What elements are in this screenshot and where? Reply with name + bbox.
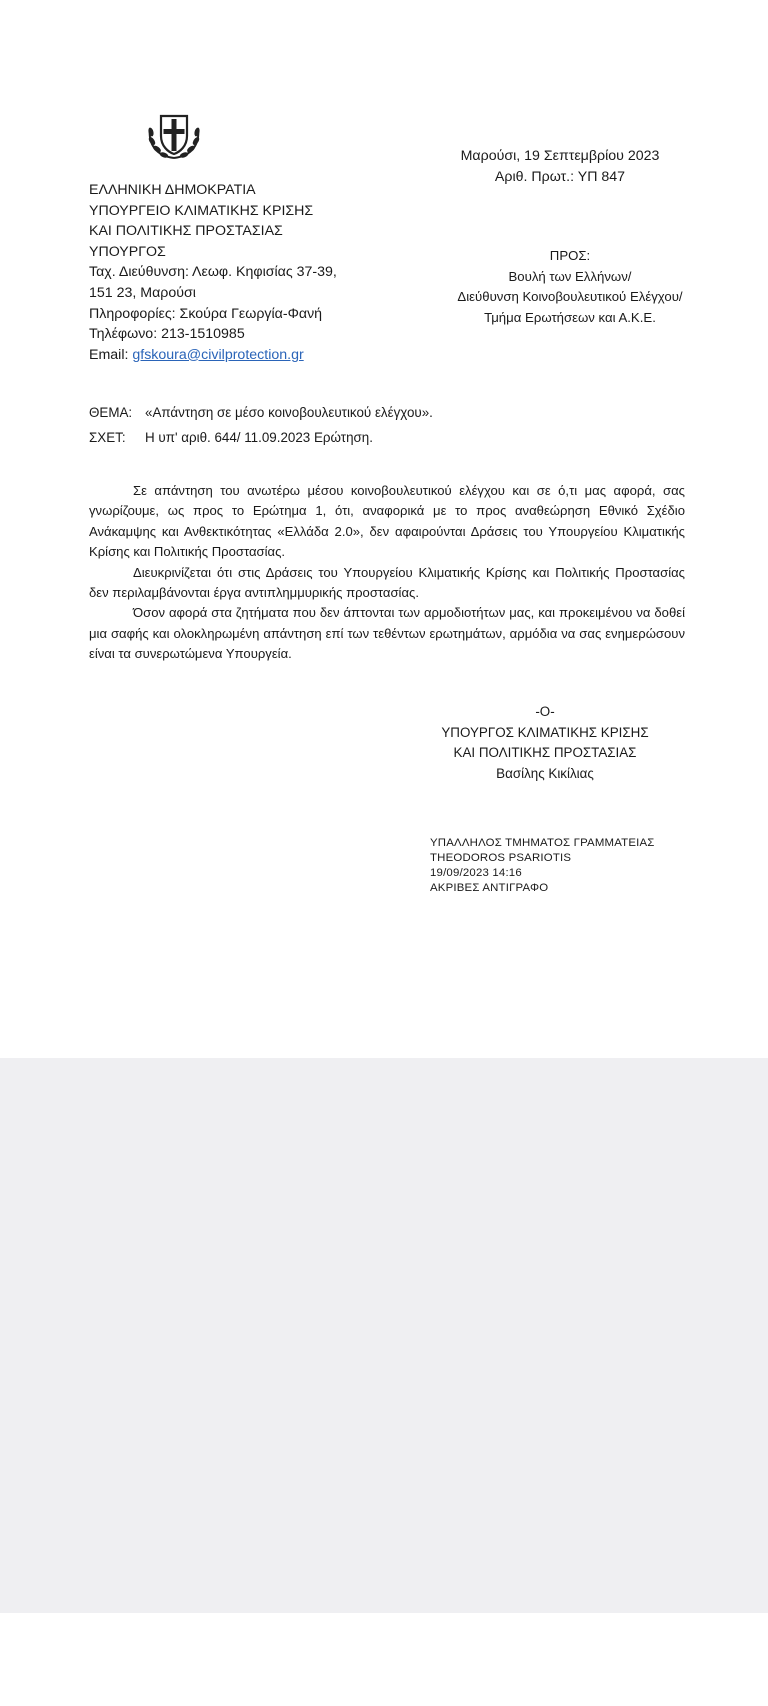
- sender-block: [89, 180, 337, 365]
- certification-line: 19/09/2023 14:16: [430, 867, 522, 879]
- bottom-margin: [0, 1613, 768, 1706]
- subject-text: «Απάντηση σε μέσο κοινοβουλευτικού ελέγχου».: [145, 405, 433, 420]
- reference-text: Η υπ' αριθ. 644/ 11.09.2023 Ερώτηση.: [145, 430, 373, 445]
- document-date: Μαρούσι, 19 Σεπτεμβρίου 2023: [460, 148, 660, 164]
- certification-block: [430, 836, 655, 896]
- email-line: [89, 345, 337, 366]
- sender-line: ΕΛΛΗΝΙΚΗ ΔΗΜΟΚΡΑΤΙΑ: [89, 182, 256, 198]
- sender-line: ΥΠΟΥΡΓΟΣ: [89, 243, 166, 260]
- certification-line: ΑΚΡΙΒΕΣ ΑΝΤΙΓΡΑΦΟ: [430, 882, 549, 894]
- sender-line: Πληροφορίες: Σκούρα Γεωργία-Φανή: [89, 305, 323, 322]
- letter-body: [89, 481, 685, 665]
- body-paragraph: Όσον αφορά στα ζητήματα που δεν άπτονται των αρμοδιοτήτων μας, και προκειμένου να δοθεί μια σαφής και ολοκληρωμένη απάντηση επί των τεθέντων ερωτημάτων, αρμόδια να σας ενημερώσουν είναι τα συνερωτώμενα Υπουργεία.: [89, 605, 685, 662]
- blank-gray-area: [0, 1058, 768, 1613]
- recipient-line: Διεύθυνση Κοινοβουλευτικού Ελέγχου/: [457, 289, 683, 305]
- recipient-line: Τμήμα Ερωτήσεων και Α.Κ.Ε.: [484, 309, 656, 325]
- signature-separator: -Ο-: [535, 704, 555, 719]
- recipient-label: ΠΡΟΣ:: [549, 248, 591, 263]
- email-link[interactable]: gfskoura@civilprotection.gr: [132, 346, 304, 363]
- signature-title: ΚΑΙ ΠΟΛΙΤΙΚΗΣ ΠΡΟΣΤΑΣΙΑΣ: [453, 745, 637, 761]
- recipient-line: Βουλή των Ελλήνων/: [508, 268, 632, 284]
- sender-line: Τηλέφωνο: 213-1510985: [89, 326, 245, 343]
- certification-line: ΥΠΑΛΛΗΛΟΣ ΤΜΗΜΑΤΟΣ ΓΡΑΜΜΑΤΕΙΑΣ: [430, 837, 655, 849]
- sender-line: ΥΠΟΥΡΓΕΙΟ ΚΛΙΜΑΤΙΚΗΣ ΚΡΙΣΗΣ: [89, 202, 314, 219]
- signature-block: [418, 702, 672, 784]
- sender-line: 151 23, Μαρούσι: [89, 284, 196, 301]
- greek-coat-of-arms-icon: [144, 110, 204, 162]
- signature-title: ΥΠΟΥΡΓΟΣ ΚΛΙΜΑΤΙΚΗΣ ΚΡΙΣΗΣ: [441, 724, 649, 740]
- sender-line: ΚΑΙ ΠΟΛΙΤΙΚΗΣ ΠΡΟΣΤΑΣΙΑΣ: [89, 223, 283, 240]
- sender-line: Ταχ. Διεύθυνση: Λεωφ. Κηφισίας 37-39,: [89, 264, 337, 281]
- signatory-name: Βασίλης Κικίλιας: [496, 765, 594, 781]
- certification-line: THEODOROS PSARIOTIS: [430, 852, 572, 864]
- reference-label: ΣΧΕΤ:: [89, 430, 126, 445]
- body-paragraph: Διευκρινίζεται ότι στις Δράσεις του Υπουργείου Κλιματικής Κρίσης και Πολιτικής Προστασίας δεν περιλαμβάνονται έργα αντιπλημμυρικής προστασίας.: [89, 564, 685, 601]
- body-paragraph: Σε απάντηση του ανωτέρω μέσου κοινοβουλευτικού ελέγχου και σε ό,τι μας αφορά, σας γνωρίζουμε, ως προς το Ερώτημα 1, ότι, αναφορικά με το προς αναθεώρηση Εθνικό Σχέδιο Ανάκαμψης και Ανθεκτικότητας «Ελλάδα 2.0», δεν αφαιρούνται Δράσεις του Υπουργείου Κλιματικής Κρίσης και Πολιτικής Προστασίας.: [89, 483, 685, 560]
- subject-line: [89, 400, 433, 425]
- email-label: Email:: [89, 346, 133, 363]
- subject-label: ΘΕΜΑ:: [89, 405, 133, 420]
- subject-block: [89, 400, 433, 450]
- recipient-block: [440, 246, 700, 328]
- reference-line: [89, 425, 433, 450]
- date-block: [420, 146, 700, 187]
- protocol-number: Αριθ. Πρωτ.: ΥΠ 847: [494, 168, 626, 185]
